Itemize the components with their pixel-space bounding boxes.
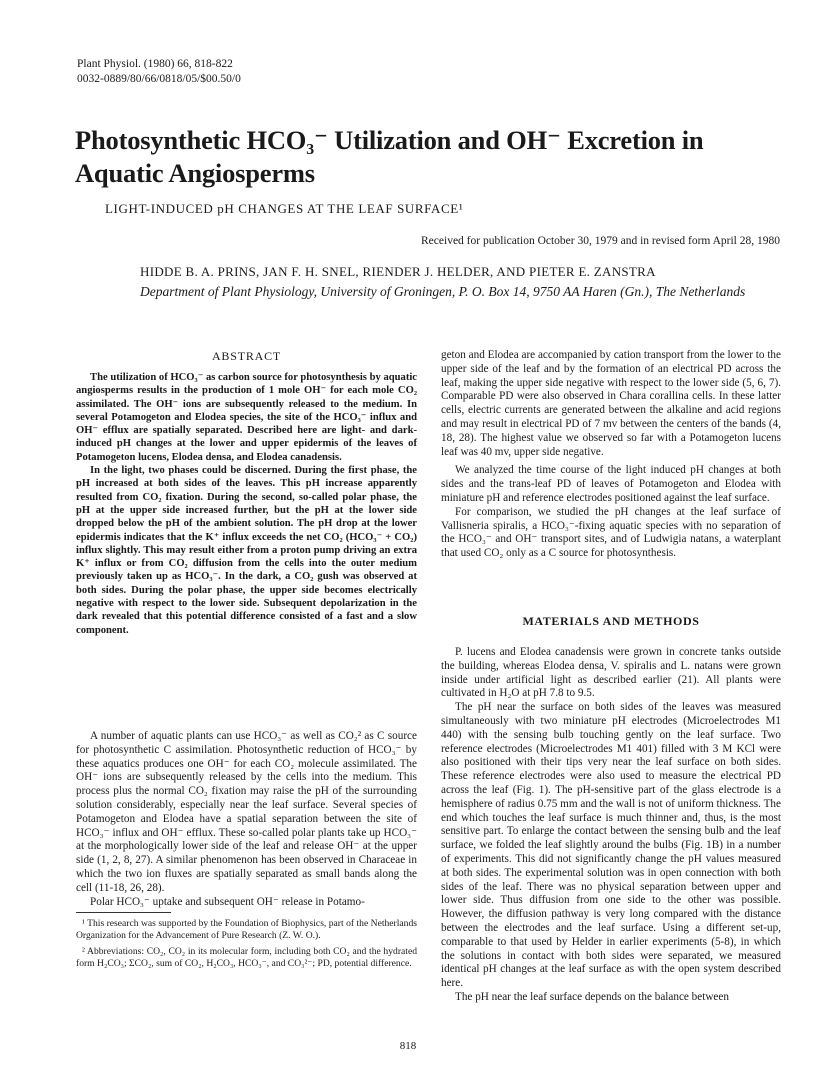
introduction-continued — [441, 349, 781, 561]
methods-paragraph: P. lucens and Elodea canadensis were grown in concrete tanks outside the building, whereas Elodea densa, V. spiralis and L. natans were grown inside under artificial light as described earlier (21). All plants were cultivated in H₂O at pH 7.8 to 9.5. — [441, 646, 781, 700]
journal-code: 0032-0889/80/66/0818/05/$00.50/0 — [77, 73, 241, 85]
intro-paragraph: For comparison, we studied the pH changes at the leaf surface of Vallisneria spiralis, a HCO₃⁻-fixing aquatic species with no separation of the HCO₃⁻ and OH⁻ transport sites, and of Ludwigia natans, a waterplant that used CO₂ only as a C source for photosynthesis. — [441, 505, 781, 560]
author-list: HIDDE B. A. PRINS, JAN F. H. SNEL, RIENDER J. HELDER, AND PIETER E. ZANSTRA — [140, 264, 656, 279]
footnote-1: ¹ This research was supported by the Foundation of Biophysics, part of the Netherlands Organization for the Advancement of Pure Research (Z. W. O.). — [76, 918, 417, 941]
journal-header — [77, 57, 241, 87]
abstract-heading: ABSTRACT — [211, 349, 282, 363]
article-title: Photosynthetic HCO₃⁻ Utilization and OH⁻ Excretion in Aquatic Angiosperms — [75, 125, 704, 188]
intro-paragraph: geton and Elodea are accompanied by cation transport from the lower to the upper side of the leaf and by the formation of an electrical PD across the leaf, making the upper side negative with respect to the lower side (5, 6, 7). Comparable PD were also observed in Chara corallina cells. In these latter cells, electric currents are generated between the alkaline and acid regions and may result in electrical PD of 7 mv between the centers of the bands (4, 18, 28). The highest value we observed so far with a Potamogeton lucens leaf was 40 mv, upper side negative. — [441, 349, 781, 458]
footnote-divider — [76, 912, 171, 913]
footnote-2: ² Abbreviations: CO₂, CO₂ in its molecular form, including both CO₂ and the hydrated form H₂CO₃; ΣCO₂, sum of CO₂, H₂CO₃, HCO₃⁻, and CO₃²⁻; PD, potential difference. — [76, 946, 417, 969]
intro-paragraph: Polar HCO₃⁻ uptake and subsequent OH⁻ release in Potamo- — [90, 895, 365, 908]
intro-paragraph: We analyzed the time course of the light induced pH changes at both sides and the trans-leaf PD of leaves of Potamogeton and Elodea with miniature pH and reference electrodes positioned against the leaf surface. — [441, 464, 781, 504]
methods-heading: MATERIALS AND METHODS — [522, 614, 700, 628]
affiliation: Department of Plant Physiology, University of Groningen, P. O. Box 14, 9750 AA Haren (Gn.), The Netherlands — [140, 284, 746, 299]
methods-paragraph: The pH near the leaf surface depends on the balance between — [455, 990, 729, 1003]
abstract-body — [76, 371, 417, 637]
journal-citation: Plant Physiol. (1980) 66, 818-822 — [77, 58, 233, 70]
abstract-paragraph: The utilization of HCO₃⁻ as carbon source for photosynthesis by aquatic angiosperms results in the production of 1 mole OH⁻ for each mole CO₂ assimilated. The OH⁻ ions are subsequently released to the medium. In several Potamogeton and Elodea species, the site of the HCO₃⁻ influx and OH⁻ efflux are spatially separated. Described here are light- and dark-induced pH changes at the lower and upper epidermis of the leaves of Potamogeton lucens, Elodea densa, and Elodea canadensis. — [76, 372, 417, 463]
page-number: 818 — [399, 1040, 417, 1052]
introduction-body — [76, 730, 417, 909]
methods-paragraph: The pH near the surface on both sides of the leaves was measured simultaneously with two miniature pH electrodes (Microelectrodes M1 440) with the sensing bulb touching gently on the leaf surface. Two reference electrodes (Microelectrodes M1 401) filled with 3 M KCl were also positioned with their tips very near the leaf surface on both sides. These reference electrodes were also used to measure the electrical PD across the leaf (Fig. 1). The pH-sensitive part of the glass electrode is a hemisphere of radius 0.75 mm and the wall is not of uniform thickness. The end which touches the leaf surface is much thinner and, thus, is the most sensitive part. To enlarge the contact between the sensing bulb and the leaf surface, we folded the leaf slightly around the bulbs (Fig. 1B) in a number of experiments. This did not significantly change the pH values measured at both sides. The experimental solution was in open connection with both sides of the leaf. There was no physical separation between upper and lower side. Thus diffusion from one side to the other was possible. However, the diffusion pathway is very long compared with the distance between the electrodes and the leaf surface. Using a different set-up, comparable to that used by Helder in earlier experiments (5-8), in which the solutions in contact with both sides were separated, we measured identical pH changes at the leaf surface as with the open system described here. — [441, 701, 781, 990]
article-subtitle: LIGHT-INDUCED pH CHANGES AT THE LEAF SURFACE¹ — [105, 201, 464, 216]
intro-paragraph: A number of aquatic plants can use HCO₃⁻ as well as CO₂² as C source for photosynthetic C assimilation. Photosynthetic reduction of HCO₃⁻ by these aquatics produces one OH⁻ for each CO₂ molecule assimilated. The OH⁻ ions are subsequently released by the cells into the medium. This process plus the normal CO₂ fixation may raise the pH of the surrounding solution considerably, especially near the leaf surface. Several species of Potamogeton and Elodea have a spatial separation between the site of HCO₃⁻ influx and OH⁻ efflux. These so-called polar plants take up HCO₃⁻ at the morphologically lower side of the leaf and release OH⁻ at the upper side (1, 2, 8, 27). A similar phenomenon has been observed in Characeae in which the two ion fluxes are spatially separated as small bands along the cell (11-18, 26, 28). — [76, 730, 417, 894]
methods-body — [441, 646, 781, 1005]
received-date: Received for publication October 30, 1979 and in revised form April 28, 1980 — [421, 235, 780, 247]
abstract-paragraph: In the light, two phases could be discerned. During the first phase, the pH increased at both sides of the leaves. This pH increase apparently resulted from CO₂ fixation. During the second, so-called polar phase, the pH at the upper side increased further, but the pH at the lower side dropped below the pH of the ambient solution. The pH drop at the lower epidermis indicates that the K⁺ influx exceeds the net CO₂ (HCO₃⁻ + CO₂) influx slightly. This may result either from a proton pump driving an extra K⁺ influx or from CO₂ diffusion from the cells into the outer medium previously taken up as HCO₃⁻. In the dark, a CO₂ gush was observed at both sides. During the polar phase, the upper side becomes electrically negative with respect to the lower side. Subsequent depolarization in the dark revealed that this potential difference consisted of a fast and a slow component. — [76, 465, 417, 636]
footnotes — [76, 918, 417, 970]
